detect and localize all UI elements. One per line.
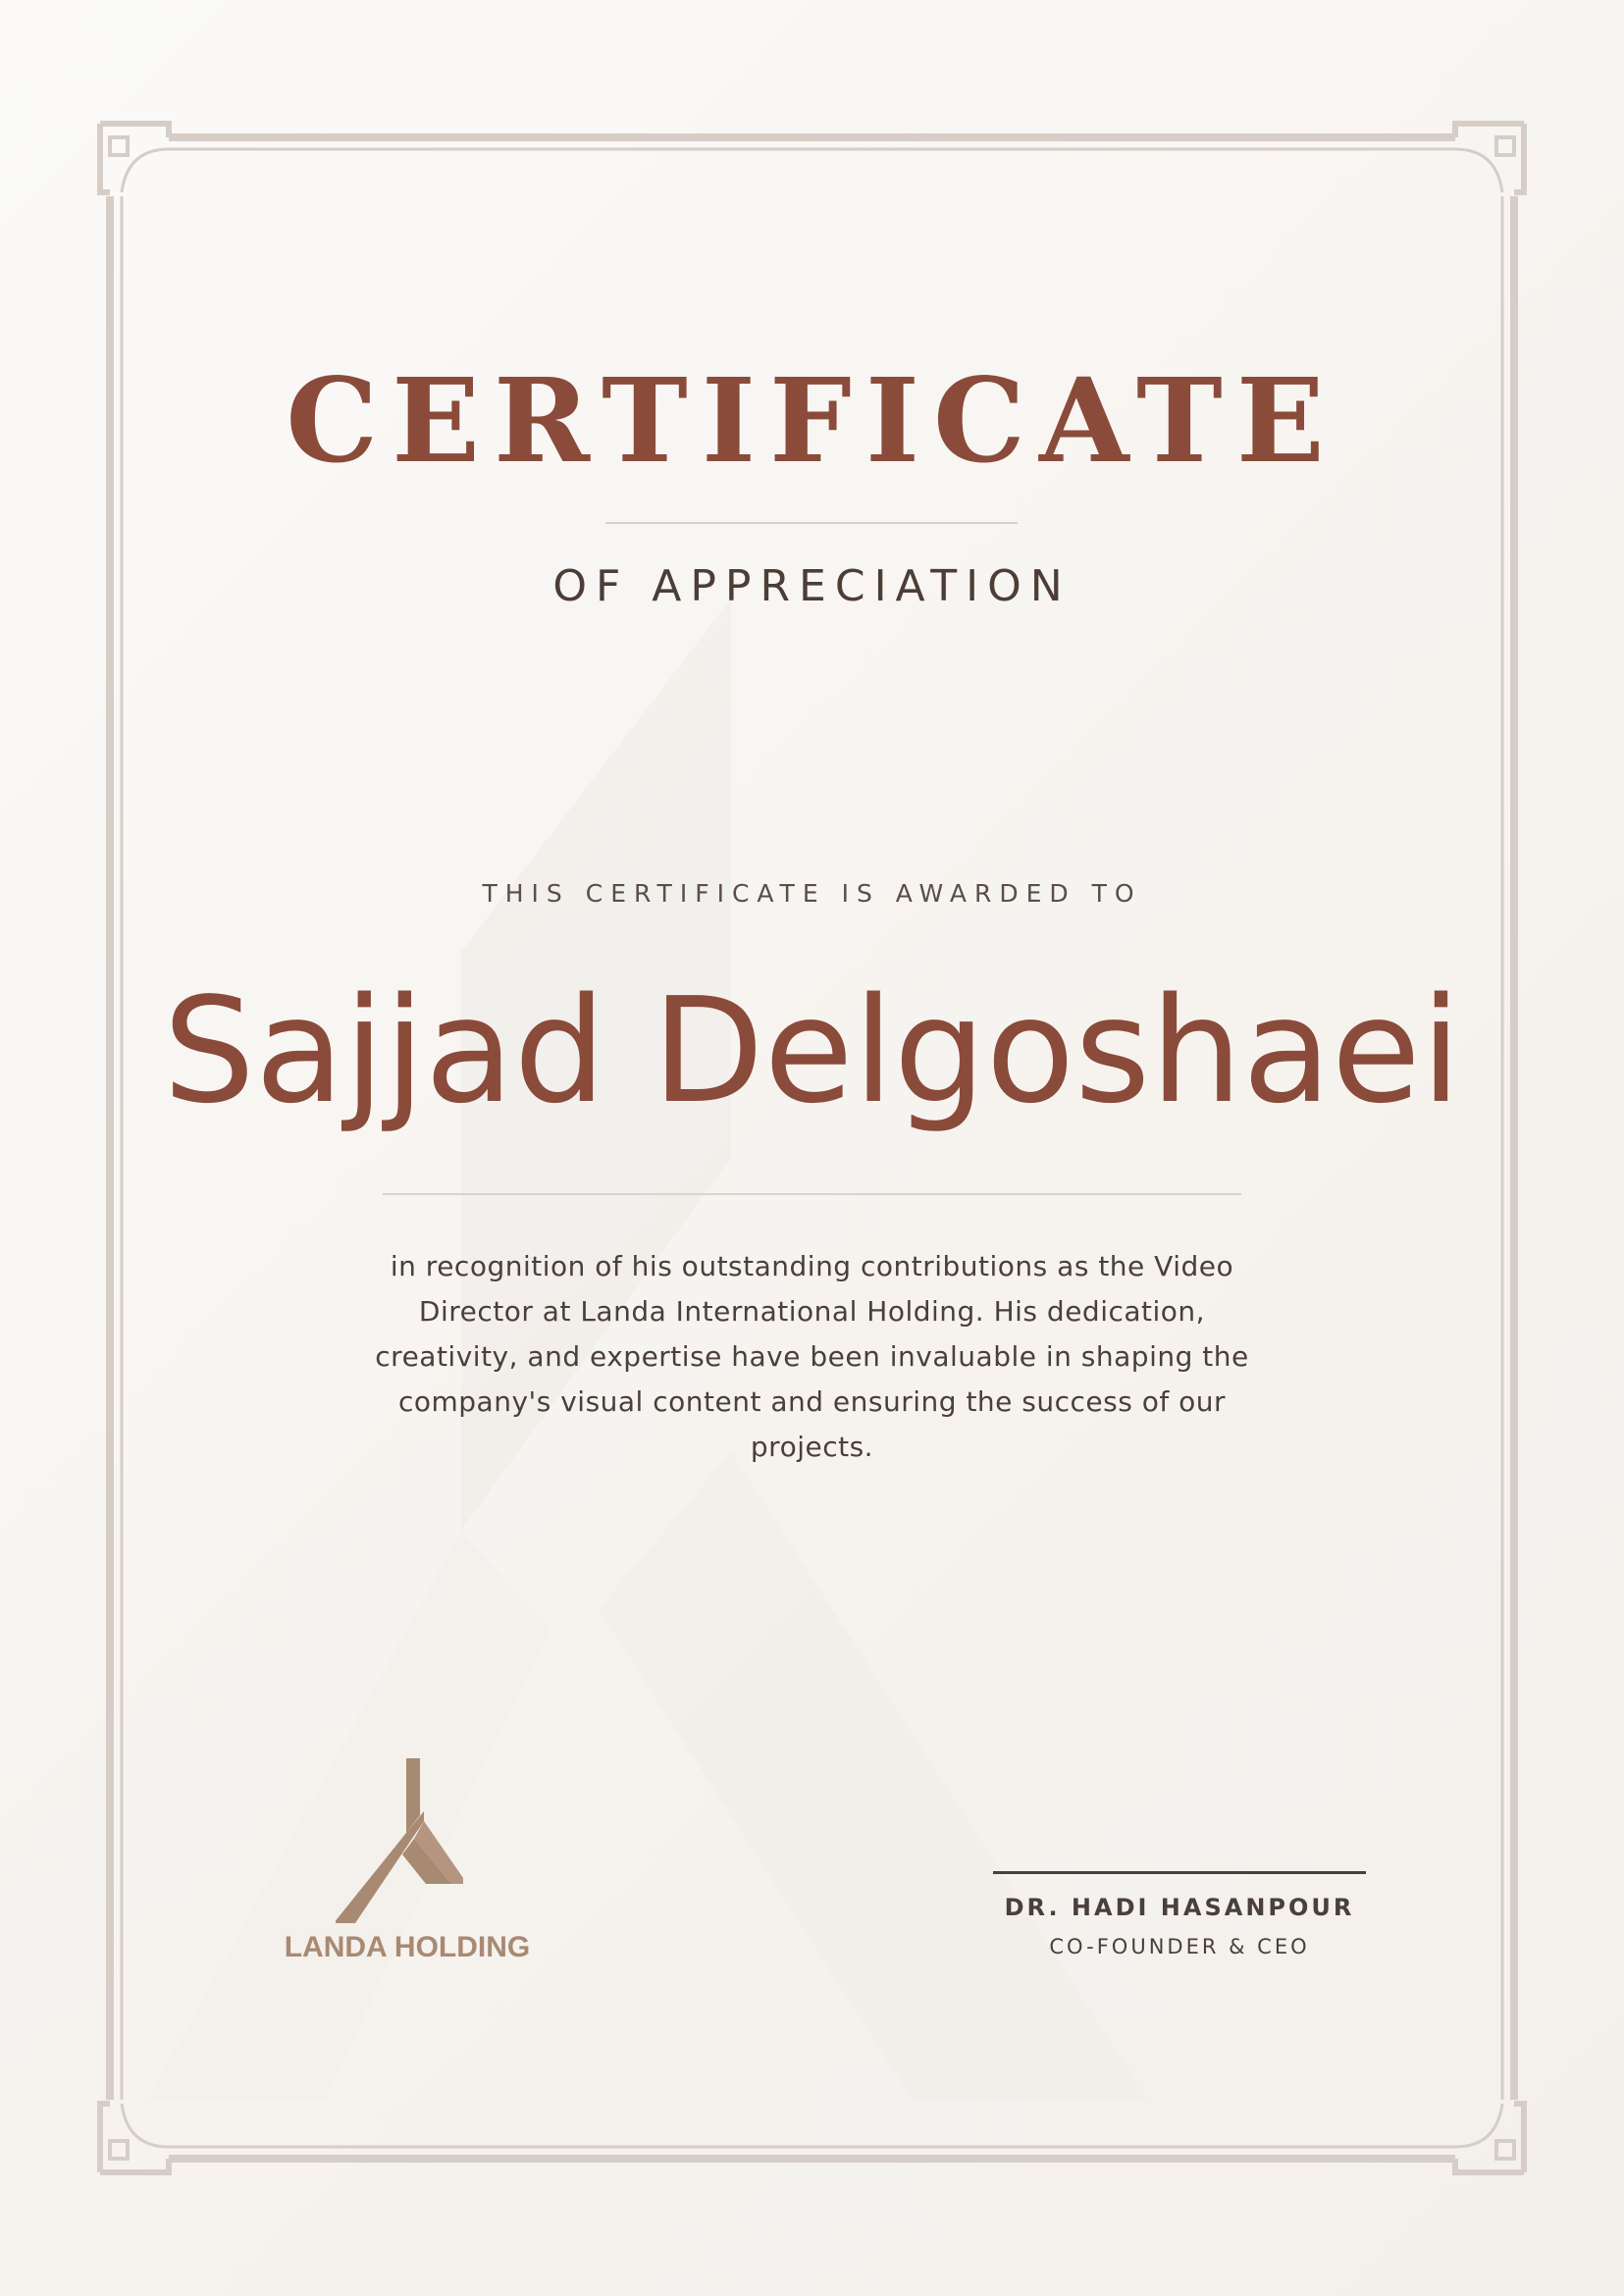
landa-holding-logo-icon bbox=[336, 1756, 463, 1923]
certificate-subtitle: OF APPRECIATION bbox=[552, 561, 1072, 611]
recipient-name: Sajjad Delgoshaei bbox=[163, 966, 1461, 1135]
signatory-title: CO-FOUNDER & CEO bbox=[1049, 1935, 1310, 1958]
signatory-name: DR. HADI HASANPOUR bbox=[1004, 1894, 1355, 1921]
awarded-to-label: THIS CERTIFICATE IS AWARDED TO bbox=[482, 879, 1142, 908]
certificate-body-text: in recognition of his outstanding contributions as the Video Director at Landa International Holding. His dedication, creativity, and expertise have been invaluable in shaping the company's visual content and ensuring the success of our projects. bbox=[375, 1250, 1249, 1463]
company-logo bbox=[275, 1756, 550, 1977]
logo-wordmark: LANDA HOLDING bbox=[284, 1931, 531, 1963]
title-divider bbox=[605, 522, 1018, 524]
signature-line bbox=[993, 1871, 1366, 1874]
certificate-title: CERTIFICATE bbox=[286, 352, 1338, 489]
name-divider bbox=[383, 1193, 1241, 1195]
